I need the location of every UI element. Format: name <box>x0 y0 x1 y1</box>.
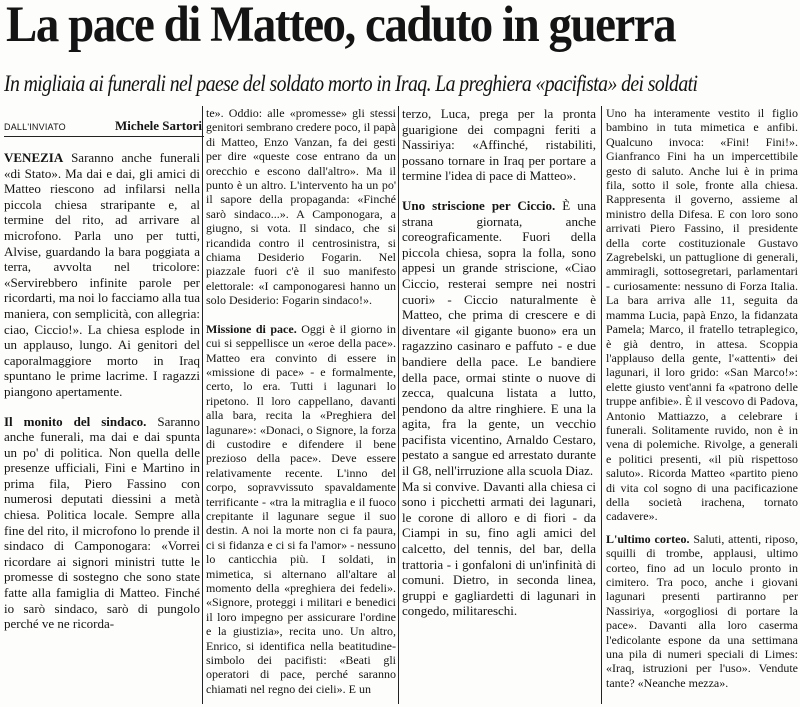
article-column-2 <box>206 106 396 696</box>
paragraph <box>4 150 200 400</box>
paragraph-text: È una strana giornata, anche coreograficamente. Fuori della piccola chiesa, sopra la folla, sono appesi un grande striscione, «Ciao Ciccio, resterai sempre nei nostri cuori» - Ciccio naturalmente è Matteo, che prima di crescere e di diventare «il gigante buono» era un ragazzino casinaro e paffuto - e due bandiere della pace. Le bandiere della pace, ormai stinte o nuove di zecca, qualcuna listata a lutto, pendono da altre ringhiere. E una la agita, fra la gente, un vecchio pacifista vicentino, Arnaldo Cestaro, pestato a sangue ed arrestato durante il G8, nell'irruzione alla scuola Diaz. <box>402 197 596 479</box>
byline-tag: DALL'INVIATO <box>4 122 66 132</box>
column-divider <box>601 106 602 704</box>
paragraph <box>606 532 798 690</box>
byline-author: Michele Sartori <box>115 118 202 133</box>
column-divider <box>202 106 203 704</box>
byline <box>4 118 204 137</box>
section-subheading: Missione di pace. <box>206 321 297 336</box>
subheadline: In migliaia ai funerali nel paese del soldato morto in Iraq. La preghiera «pacifista» dei soldati <box>4 71 698 97</box>
column-divider <box>398 106 399 704</box>
paragraph-text: terzo, Luca, prega per la pronta guarigione dei compagni feriti a Nassiriya: «Affinché, ristabiliti, possano tornare in Iraq per portare a termine l'idea di pace di Matteo». <box>402 106 596 184</box>
paragraph-text: Saluti, attenti, riposo, squilli di trombe, applausi, ultimo corteo, fino ad un loculo pronto in cimitero. Tra poco, anche i giovani lagunari presenti partiranno per Nassiriya, «orgogliosi di portare la pace». Davanti alla loro caserma l'edicolante espone da una settimana una pila di numeri speciali di Limes: «Iraq, istruzioni per l'uso». Vendute tante? «Neanche mezza». <box>606 531 798 690</box>
paragraph <box>402 198 596 479</box>
paragraph-text: Uno ha interamente vestito il figlio bambino in tuta mimetica e anfibi. Qualcuno invoca: «Fini! Fini!». Gianfranco Fini ha un impercettibile gesto di saluto. Anche lui è in prima fila, sotto il sole, fronte alla chiesa. Rappresenta il governo, assieme al ministro della Difesa. E con loro sono arrivati Piero Fassino, il presidente della corte costituzionale Gustavo Zagrebelski, un pattuglione di generali, ammiragli, sottosegretari, parlamentari - curiosamente: nessuno di Forza Italia. La bara arriva alle 11, seguita da mamma Lucia, papà Enzo, la fidanzata Pamela; Marco, il fratello tetraplegico, è già dentro, in attesa. Scoppia l'applauso della gente, l'«attenti» dei lagunari, il loro grido: «San Marco!»: elette giusto vent'anni fa «patrono delle truppe anfibie». È il vescovo di Padova, Antonio Mattiazzo, a celebrare i funerali. Solitamente ruvido, non è in vena di polemiche. Rivolge, a generali e politici presenti, «il più rispettoso saluto». Ricorda Matteo «partito pieno di vita col sogno di una pacificazione della società irachena, tornato cadavere». <box>606 106 798 524</box>
section-subheading: L'ultimo corteo. <box>606 531 690 546</box>
section-subheading: Uno striscione per Ciccio. <box>402 197 556 213</box>
article-column-3 <box>402 106 596 619</box>
paragraph <box>206 322 396 697</box>
paragraph-text: Oggi è il giorno in cui si seppellisce un «eroe della pace». Matteo era convinto di essere in «missione di pace» - e formalmente, certo, lo era. Tutti i lagunari lo ripetono. Il loro cappellano, davanti alla bara, recita la «Preghiera del lagunare»: «Donaci, o Signore, la forza di custodire e difendere il bene prezioso della pace». Deve essere relativamente recente. L'inno del corpo, sopravvissuto spavaldamente terrificante - «tra la mitraglia e il fuoco crepitante il lagunare segue il suo destin. A noi la morte non ci fa paura, ci si fidanza e ci si fa l'amor» - nessuno lo canticchia più. I soldati, in mimetica, si alternano all'altare al momento della «preghiera dei fedeli». «Signore, proteggi i militari e benedici il loro impegno per assicurare l'ordine e la giustizia», recita uno. Un altro, Enrico, si identifica nella beatitudine-simbolo dei pacifisti: «Beati gli operatori di pace, perché saranno chiamati nel regno dei cieli». E un <box>206 321 396 696</box>
paragraph-text: Saranno anche funerali, ma dai e dai spunta un po' di politica. Non quella delle presenze ufficiali, Fini e Martino in prima fila, Piero Fassino con numerosi deputati diessini a metà chiesa. Politica locale. Sempre alla fine del rito, il microfono lo prende il sindaco di Camponogara: «Vorrei ricordare ai signori ministri tutte le promesse di sostegno che sono state fatte alla famiglia di Matteo. Finché io sarò sindaco, sarò di pungolo perché ve ne ricorda- <box>4 413 201 632</box>
section-subheading: Il monito del sindaco. <box>4 413 147 429</box>
paragraph <box>4 414 200 632</box>
paragraph-text: te». Oddio: alle «promesse» gli stessi genitori sembrano credere poco, il papà di Matteo, Enzo Vanzan, fa dei gesti per dire «queste cose entrano da un orecchio e escono dall'altro». Ma il punto è un altro. L'intervento ha un po' il sapore della propaganda: «Finché sarò sindaco...». A Camponogara, a giugno, si vota. Il sindaco, che si ricandida contro il centrosinistra, si chiama Desiderio Fogarin. Nel piazzale fuori c'è il suo manifesto elettorale: «I camponogaresi hanno un solo Desiderio: Fogarin sindaco!». <box>206 106 396 308</box>
dateline: VENEZIA <box>4 150 64 165</box>
article-column-4 <box>606 106 798 690</box>
paragraph-text: Saranno anche funerali «di Stato». Ma dai e dai, gli amici di Matteo riescono ad infilarsi nella piccola chiesa straripante e, al termine del rito, ad arrivare al microfono. Parla uno per tutti, Alvise, guardando la bara poggiata a terra, avvolta nel tricolore: «Servirebbero infinite parole per ricordarti, ma noi lo facciamo alla tua maniera, con semplicità, con allegria: ciao, Ciccio!». La chiesa esplode in un applauso, lungo. Ai genitori del caporalmaggiore morto in Iraq spuntano le prime lacrime. I ragazzi piangono apertamente. <box>4 150 200 399</box>
paragraph-text: Ma si convive. Davanti alla chiesa ci sono i picchetti armati dei lagunari, le corone di alloro e di fiori - da Ciampi in su, fino agli amici del calcetto, del tennis, del bar, della trattoria - i gonfaloni di un'infinità di comuni. Dietro, in seconda linea, gruppi e gagliardetti di lagunari in congedo, militareschi. <box>402 478 596 619</box>
headline: La pace di Matteo, caduto in guerra <box>6 0 676 53</box>
article-column-1 <box>4 150 200 632</box>
